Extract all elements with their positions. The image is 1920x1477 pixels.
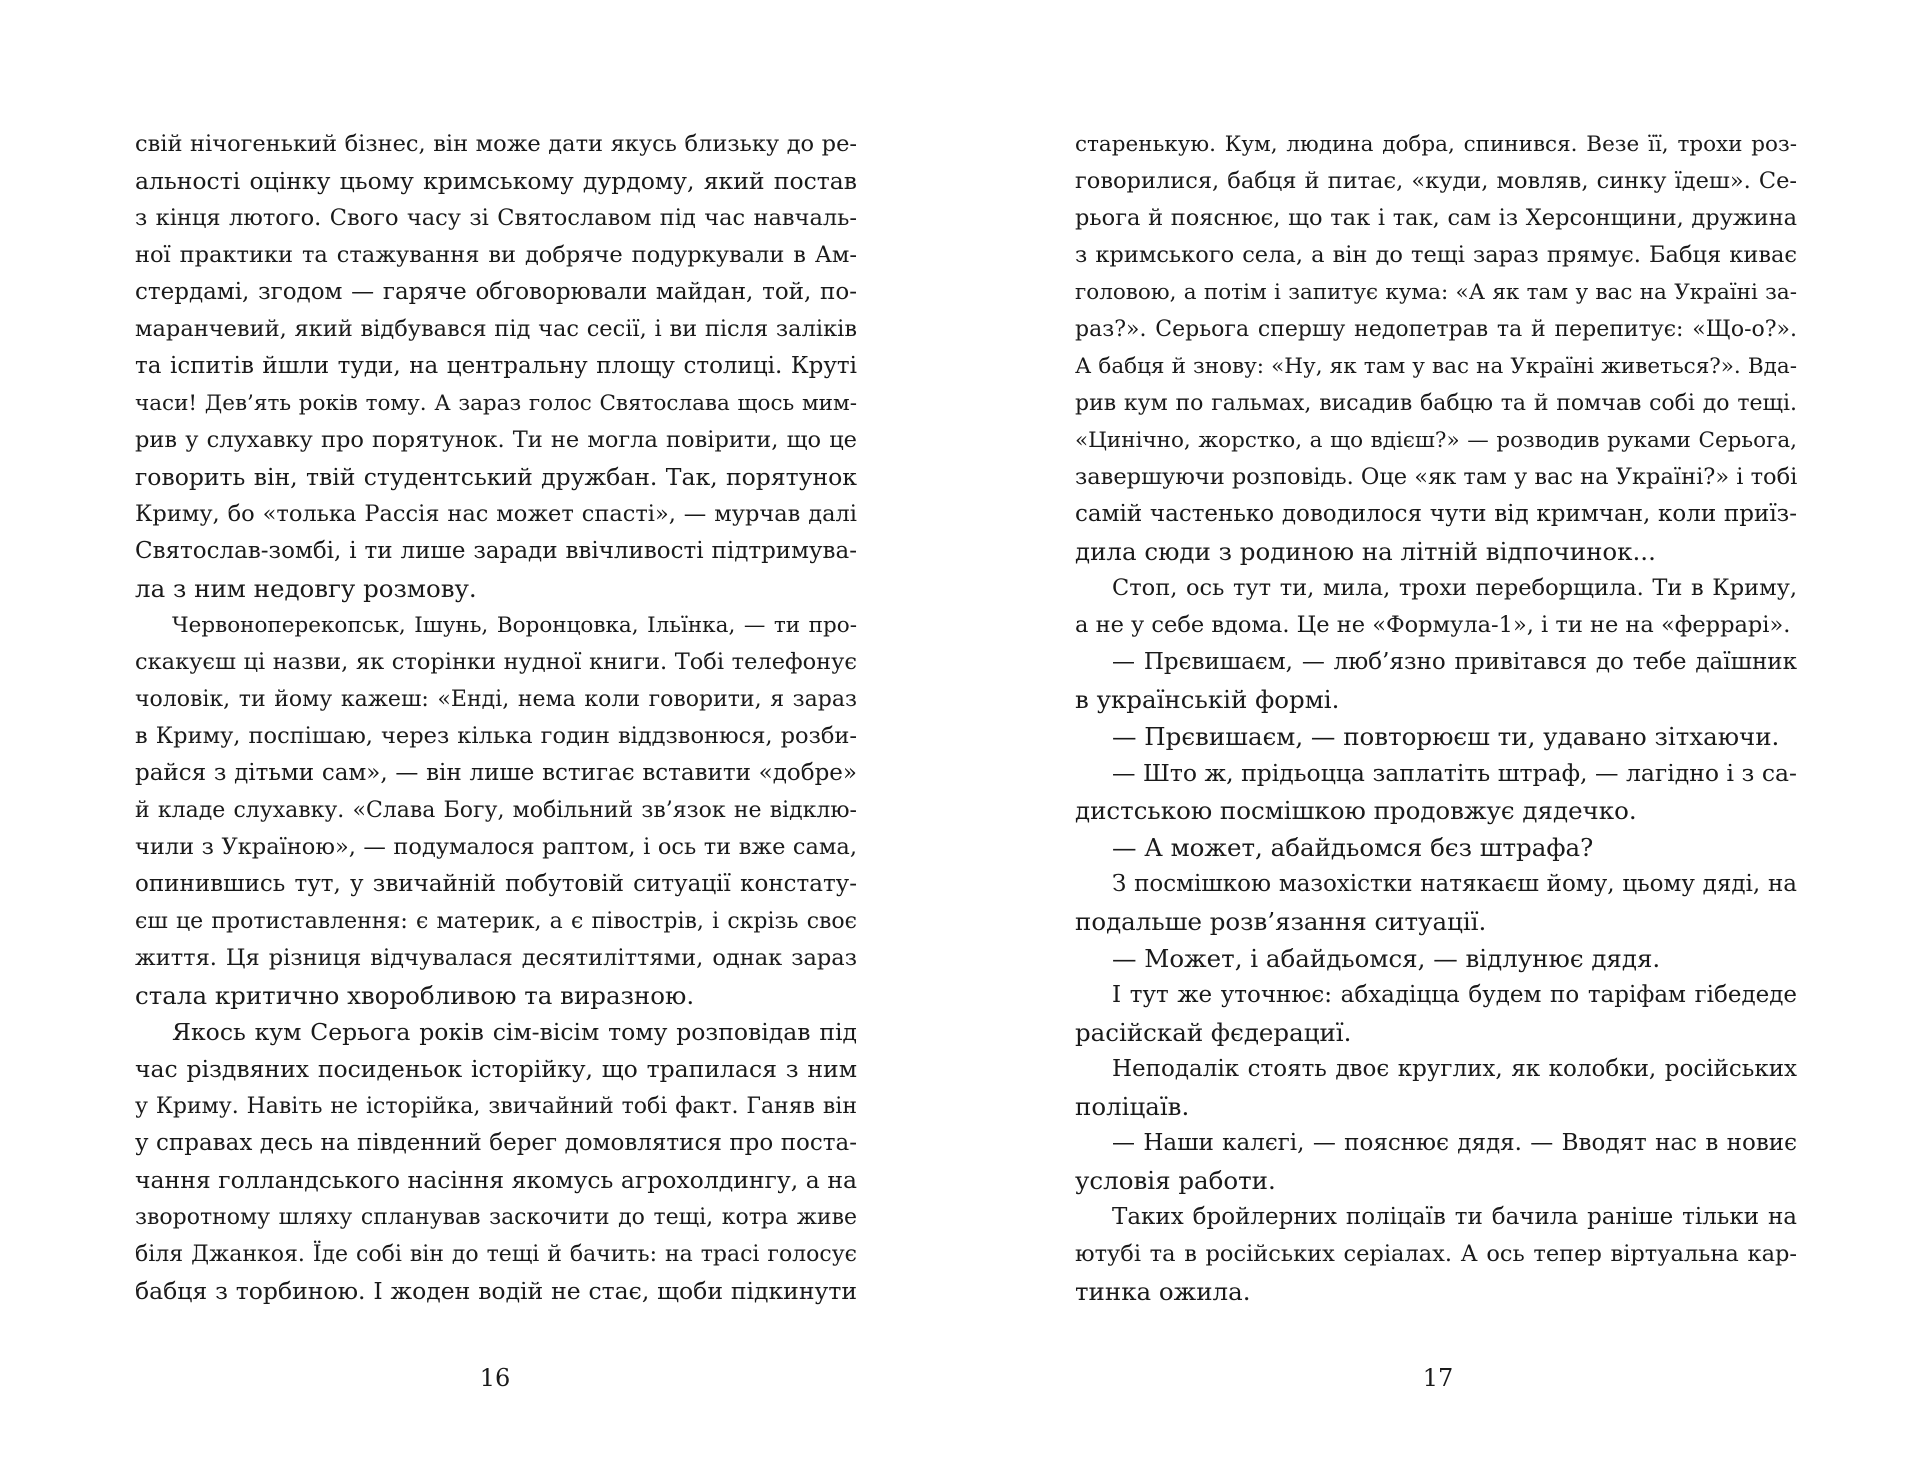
text-line: рьога й пояснює, що так і так, сам із Херсонщини, дружина — [1075, 205, 1797, 231]
text-line: Стоп, ось тут ти, мила, трохи переборщила. Ти в Криму, — [1112, 575, 1797, 601]
text-line: З посмішкою мазохістки натякаєш йому, цьому дяді, на — [1112, 871, 1797, 897]
text-line: старенькую. Кум, людина добра, спинився. Везе її, трохи роз- — [1075, 132, 1797, 157]
text-line: час різдвяних посиденьок історійку, що трапилася з ним — [135, 1055, 857, 1083]
text-line: говорилися, бабця й питає, «куди, мовляв, синку їдеш». Се- — [1075, 168, 1797, 194]
text-line: стердамі, згодом — гаряче обговорювали майдан, той, по- — [135, 279, 857, 305]
text-line: ла з ним недовгу розмову. — [135, 574, 477, 603]
text-line: тинка ожила. — [1075, 1277, 1251, 1306]
text-line: І тут же уточнює: абхадіцца будем по таріфам гібедеде — [1112, 982, 1797, 1008]
text-line: чоловік, ти йому кажеш: «Енді, нема коли говорити, я зараз — [135, 687, 857, 712]
text-line: часи! Дев’ять років тому. А зараз голос Святослава щось мим- — [135, 391, 857, 416]
text-line: Криму, бо «толька Рассія нас может спасті», — мурчав далі — [135, 501, 857, 527]
text-line: ютубі та в російських серіалах. А ось тепер віртуальна кар- — [1075, 1241, 1797, 1267]
page-number-left: 16 — [479, 1364, 511, 1392]
text-line: опинившись тут, у звичайній побутовій ситуації констату- — [135, 871, 857, 897]
text-line: «Цинічно, жорстко, а що вдієш?» — розводив руками Серьога, — [1075, 428, 1797, 453]
right-page — [1075, 126, 1797, 1310]
text-line: Якось кум Серьога років сім-вісім тому розповідав під — [172, 1018, 857, 1046]
text-line: зворотному шляху спланував заскочити до тещі, котра живе — [135, 1205, 857, 1230]
text-line: бабця з торбиною. І жоден водій не стає, щоби підкинути — [135, 1277, 857, 1305]
text-line: — А может, абайдьомся бєз штрафа? — [1112, 833, 1594, 862]
text-line: подальше розв’язання ситуації. — [1075, 907, 1487, 936]
text-line: — Прєвишаєм, — повторюєш ти, удавано зітхаючи. — [1112, 722, 1780, 751]
text-line: завершуючи розповідь. Оце «як там у вас на Україні?» і тобі — [1075, 464, 1797, 490]
text-line: раз?». Серьога спершу недопетрав та й перепитує: «Що-о?». — [1075, 317, 1797, 342]
text-line: — Прєвишаєм, — люб’язно привітався до тебе даїшник — [1112, 649, 1797, 675]
text-line: рив кум по гальмах, висадив бабцю та й помчав собі до тещі. — [1075, 391, 1797, 416]
text-line: Таких бройлерних поліцаїв ти бачила раніше тільки на — [1112, 1204, 1797, 1230]
text-line: стала критично хворобливою та виразною. — [135, 981, 695, 1010]
text-line: а не у себе вдома. Це не «Формула-1», і ти не на «феррарі». — [1075, 612, 1791, 638]
text-line: маранчевий, який відбувався під час сесії, і ви після заліків — [135, 316, 857, 342]
text-line: Неподалік стоять двоє круглих, як колобки, російських — [1112, 1056, 1797, 1082]
text-line: дила сюди з родиною на літній відпочинок... — [1075, 537, 1656, 566]
text-line: свій нічогенький бізнес, він може дати якусь близьку до ре- — [135, 131, 857, 157]
text-line: — Што ж, прідьоцца заплатіть штраф, — лагідно і з са- — [1112, 759, 1797, 787]
text-line: й кладе слухавку. «Слава Богу, мобільний зв’язок не відклю- — [135, 798, 857, 823]
text-line: єш це протиставлення: є материк, а є півострів, і скрізь своє — [135, 909, 857, 934]
text-line: райся з дітьми сам», — він лише встигає вставити «добре» — [135, 760, 857, 786]
text-line: условія работи. — [1075, 1166, 1276, 1195]
text-line: альності оцінку цьому кримському дурдому, який постав — [135, 167, 857, 195]
text-line: з кримського села, а він до тещі зараз прямує. Бабця киває — [1075, 242, 1797, 268]
text-line: — Может, і абайдьомся, — відлунює дядя. — [1112, 944, 1661, 973]
text-line: — Наши калєгі, — пояснює дядя. — Вводят нас в новиє — [1112, 1130, 1797, 1156]
text-line: у Криму. Навіть не історійка, звичайний тобі факт. Ганяв він — [135, 1094, 857, 1119]
text-line: чили з Україною», — подумалося раптом, і ось ти вже сама, — [135, 834, 857, 860]
text-line: головою, а потім і запитує кума: «А як там у вас на Україні за- — [1075, 280, 1797, 305]
text-line: в українській формі. — [1075, 685, 1340, 714]
text-line: ної практики та стажування ви добряче подуркували в Ам- — [135, 242, 857, 268]
text-line: рив у слухавку про порятунок. Ти не могла повірити, що це — [135, 427, 857, 453]
text-line: біля Джанкоя. Їде собі він до тещі й бачить: на трасі голосує — [135, 1242, 857, 1267]
text-line: дистською посмішкою продовжує дядечко. — [1075, 796, 1637, 825]
text-line: говорить він, твій студентський дружбан. Так, порятунок — [135, 463, 857, 491]
page-number-right: 17 — [1422, 1364, 1454, 1392]
text-line: життя. Ця різниця відчувалася десятиліттями, однак зараз — [135, 945, 857, 971]
text-line: расійскай фєдерациї. — [1075, 1018, 1352, 1047]
text-line: скакуєш ці назви, як сторінки нудної книги. Тобі телефонує — [135, 649, 857, 675]
left-page — [135, 126, 857, 1310]
text-line: у справах десь на південний берег домовлятися про поста- — [135, 1130, 857, 1156]
text-line: чання голландського насіння якомусь агрохолдингу, а на — [135, 1166, 857, 1194]
text-line: А бабця й знову: «Ну, як там у вас на Україні живеться?». Вда- — [1075, 354, 1797, 379]
text-line: з кінця лютого. Свого часу зі Святославом під час навчаль- — [135, 205, 857, 231]
text-line: в Криму, поспішаю, через кілька годин віддзвонюся, розби- — [135, 723, 857, 749]
text-line: Святослав-зомбі, і ти лише заради ввічливості підтримува- — [135, 538, 857, 564]
text-line: поліцаїв. — [1075, 1092, 1190, 1121]
text-line: самій частенько доводилося чути від кримчан, коли приїз- — [1075, 501, 1797, 527]
text-line: Червоноперекопськ, Ішунь, Воронцовка, Ільїнка, — ти про- — [172, 613, 857, 638]
text-line: та іспитів йшли туди, на центральну площу столиці. Круті — [135, 353, 857, 379]
